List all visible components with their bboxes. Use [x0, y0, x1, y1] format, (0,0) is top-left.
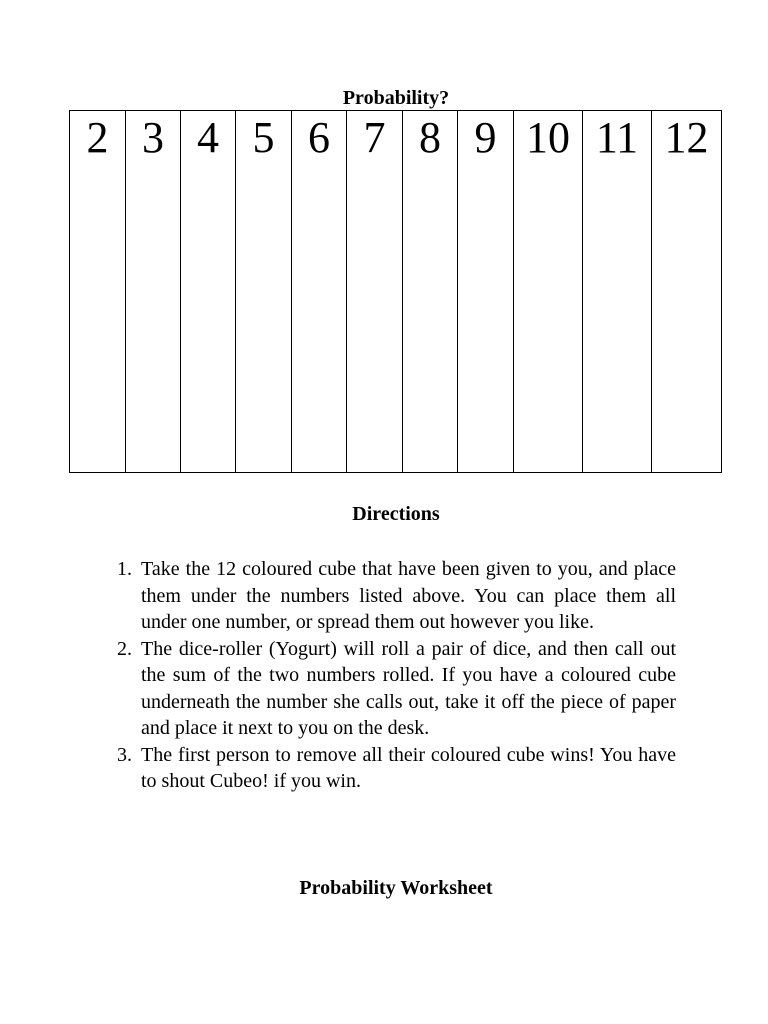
number-grid-row	[70, 111, 722, 473]
number-column-7: 7	[347, 111, 403, 473]
direction-step-number: 1.	[117, 558, 132, 580]
page-title: Probability?	[342, 87, 450, 109]
number-column-11: 11	[583, 111, 652, 473]
number-column-4: 4	[181, 111, 236, 473]
number-column-12: 12	[652, 111, 722, 473]
direction-step-text: The first person to remove all their coloured cube wins! You have to shout Cubeo! if you win.	[141, 743, 676, 792]
direction-step-text: Take the 12 coloured cube that have been given to you, and place them under the numbers listed above. You can place them all under one number, or spread them out however you like.	[141, 558, 676, 633]
number-column-10: 10	[514, 111, 583, 473]
worksheet-title: Probability Worksheet	[299, 877, 493, 899]
number-column-9: 9	[458, 111, 514, 473]
number-column-2: 2	[70, 111, 126, 473]
number-column-8: 8	[403, 111, 458, 473]
directions-heading: Directions	[352, 503, 440, 525]
number-column-3: 3	[126, 111, 181, 473]
directions-list	[109, 556, 676, 795]
direction-step	[109, 742, 676, 795]
direction-step-number: 2.	[117, 637, 132, 660]
number-column-5: 5	[236, 111, 292, 473]
direction-step	[109, 636, 676, 742]
number-column-6: 6	[292, 111, 347, 473]
number-grid	[69, 110, 722, 473]
direction-step-number: 3.	[117, 743, 132, 766]
direction-step-text: The dice-roller (Yogurt) will roll a pair of dice, and then call out the sum of the two numbers rolled. If you have a coloured cube underneath the number she calls out, take it off the piece of paper and place it next to you on the desk.	[141, 637, 676, 739]
direction-step	[109, 556, 676, 636]
